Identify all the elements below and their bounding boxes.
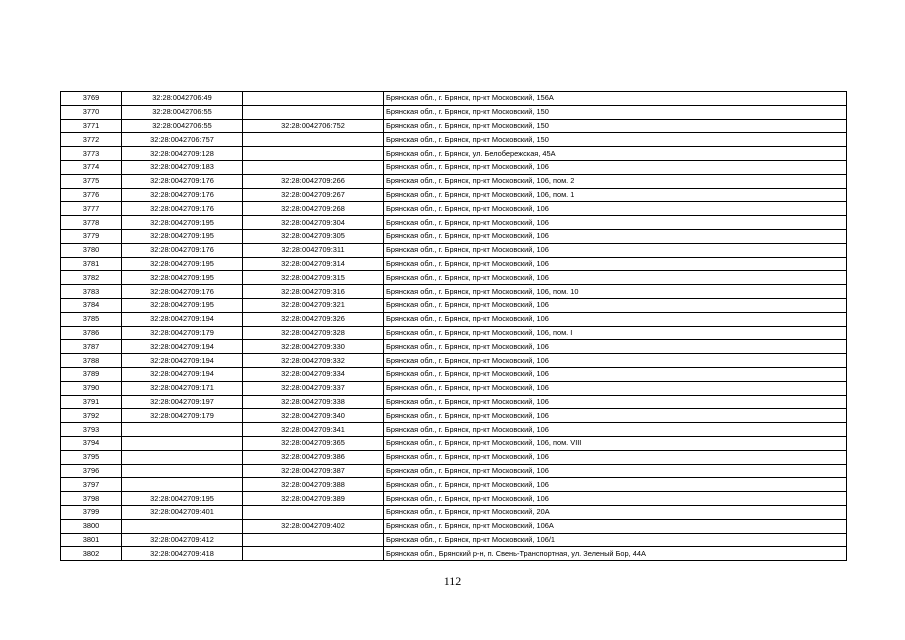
object-cadastral-number-cell: 32:28:0042709:266 xyxy=(243,174,384,188)
parcel-cadastral-number-cell: 32:28:0042709:176 xyxy=(122,174,243,188)
row-number-cell: 3790 xyxy=(61,381,122,395)
row-number-cell: 3786 xyxy=(61,326,122,340)
parcel-cadastral-number-cell: 32:28:0042706:55 xyxy=(122,105,243,119)
address-cell: Брянская обл., г. Брянск, пр-кт Московский, 106 xyxy=(384,340,847,354)
table-row xyxy=(61,160,847,174)
row-number-cell: 3781 xyxy=(61,257,122,271)
address-cell: Брянская обл., г. Брянск, пр-кт Московский, 106/1 xyxy=(384,533,847,547)
table-row xyxy=(61,326,847,340)
table-row xyxy=(61,450,847,464)
row-number-cell: 3785 xyxy=(61,312,122,326)
object-cadastral-number-cell: 32:28:0042709:315 xyxy=(243,271,384,285)
table-row xyxy=(61,533,847,547)
table-row xyxy=(61,436,847,450)
object-cadastral-number-cell: 32:28:0042709:316 xyxy=(243,285,384,299)
address-cell: Брянская обл., г. Брянск, пр-кт Московский, 106 xyxy=(384,381,847,395)
address-cell: Брянская обл., Брянский р-н, п. Свень-Транспортная, ул. Зеленый Бор, 44А xyxy=(384,547,847,561)
parcel-cadastral-number-cell: 32:28:0042709:194 xyxy=(122,367,243,381)
object-cadastral-number-cell: 32:28:0042709:334 xyxy=(243,367,384,381)
parcel-cadastral-number-cell: 32:28:0042709:176 xyxy=(122,243,243,257)
table-row xyxy=(61,464,847,478)
table-row xyxy=(61,243,847,257)
row-number-cell: 3802 xyxy=(61,547,122,561)
row-number-cell: 3800 xyxy=(61,519,122,533)
object-cadastral-number-cell xyxy=(243,547,384,561)
table-row xyxy=(61,519,847,533)
object-cadastral-number-cell xyxy=(243,533,384,547)
table-row xyxy=(61,229,847,243)
table-row xyxy=(61,478,847,492)
registry-table-body xyxy=(61,92,847,561)
object-cadastral-number-cell: 32:28:0042709:341 xyxy=(243,423,384,437)
parcel-cadastral-number-cell: 32:28:0042709:179 xyxy=(122,326,243,340)
parcel-cadastral-number-cell: 32:28:0042709:171 xyxy=(122,381,243,395)
table-row xyxy=(61,395,847,409)
table-row xyxy=(61,340,847,354)
table-row xyxy=(61,105,847,119)
address-cell: Брянская обл., г. Брянск, пр-кт Московский, 106 xyxy=(384,409,847,423)
object-cadastral-number-cell: 32:28:0042709:321 xyxy=(243,298,384,312)
table-row xyxy=(61,174,847,188)
parcel-cadastral-number-cell xyxy=(122,464,243,478)
table-row xyxy=(61,188,847,202)
object-cadastral-number-cell: 32:28:0042709:326 xyxy=(243,312,384,326)
table-row xyxy=(61,133,847,147)
parcel-cadastral-number-cell: 32:28:0042709:195 xyxy=(122,216,243,230)
parcel-cadastral-number-cell: 32:28:0042709:183 xyxy=(122,160,243,174)
parcel-cadastral-number-cell: 32:28:0042709:195 xyxy=(122,492,243,506)
object-cadastral-number-cell xyxy=(243,160,384,174)
parcel-cadastral-number-cell: 32:28:0042709:197 xyxy=(122,395,243,409)
object-cadastral-number-cell: 32:28:0042709:389 xyxy=(243,492,384,506)
parcel-cadastral-number-cell: 32:28:0042709:412 xyxy=(122,533,243,547)
row-number-cell: 3779 xyxy=(61,229,122,243)
page-number: 112 xyxy=(443,574,462,588)
table-row xyxy=(61,271,847,285)
table-row xyxy=(61,285,847,299)
address-cell: Брянская обл., г. Брянск, пр-кт Московский, 106 xyxy=(384,298,847,312)
table-row xyxy=(61,257,847,271)
address-cell: Брянская обл., г. Брянск, пр-кт Московский, 106 xyxy=(384,395,847,409)
parcel-cadastral-number-cell: 32:28:0042709:195 xyxy=(122,257,243,271)
address-cell: Брянская обл., г. Брянск, пр-кт Московский, 106 xyxy=(384,478,847,492)
object-cadastral-number-cell: 32:28:0042709:328 xyxy=(243,326,384,340)
row-number-cell: 3780 xyxy=(61,243,122,257)
parcel-cadastral-number-cell: 32:28:0042709:176 xyxy=(122,202,243,216)
row-number-cell: 3773 xyxy=(61,147,122,161)
row-number-cell: 3797 xyxy=(61,478,122,492)
object-cadastral-number-cell: 32:28:0042709:387 xyxy=(243,464,384,478)
table-row xyxy=(61,423,847,437)
address-cell: Брянская обл., г. Брянск, пр-кт Московский, 106, пом. 2 xyxy=(384,174,847,188)
parcel-cadastral-number-cell: 32:28:0042709:401 xyxy=(122,505,243,519)
address-cell: Брянская обл., г. Брянск, пр-кт Московский, 150 xyxy=(384,119,847,133)
row-number-cell: 3796 xyxy=(61,464,122,478)
object-cadastral-number-cell xyxy=(243,147,384,161)
address-cell: Брянская обл., г. Брянск, пр-кт Московский, 106, пом. VIII xyxy=(384,436,847,450)
address-cell: Брянская обл., г. Брянск, пр-кт Московский, 106 xyxy=(384,354,847,368)
row-number-cell: 3769 xyxy=(61,92,122,106)
row-number-cell: 3783 xyxy=(61,285,122,299)
address-cell: Брянская обл., г. Брянск, пр-кт Московский, 20А xyxy=(384,505,847,519)
address-cell: Брянская обл., г. Брянск, пр-кт Московский, 106 xyxy=(384,160,847,174)
object-cadastral-number-cell: 32:28:0042709:386 xyxy=(243,450,384,464)
row-number-cell: 3788 xyxy=(61,354,122,368)
table-row xyxy=(61,381,847,395)
object-cadastral-number-cell xyxy=(243,133,384,147)
address-cell: Брянская обл., г. Брянск, пр-кт Московский, 106, пом. 10 xyxy=(384,285,847,299)
object-cadastral-number-cell xyxy=(243,505,384,519)
parcel-cadastral-number-cell xyxy=(122,436,243,450)
object-cadastral-number-cell xyxy=(243,92,384,106)
object-cadastral-number-cell: 32:28:0042709:314 xyxy=(243,257,384,271)
row-number-cell: 3787 xyxy=(61,340,122,354)
object-cadastral-number-cell: 32:28:0042709:340 xyxy=(243,409,384,423)
row-number-cell: 3777 xyxy=(61,202,122,216)
row-number-cell: 3772 xyxy=(61,133,122,147)
address-cell: Брянская обл., г. Брянск, ул. Белобережская, 45А xyxy=(384,147,847,161)
address-cell: Брянская обл., г. Брянск, пр-кт Московский, 106 xyxy=(384,423,847,437)
table-row xyxy=(61,147,847,161)
parcel-cadastral-number-cell: 32:28:0042709:195 xyxy=(122,271,243,285)
address-cell: Брянская обл., г. Брянск, пр-кт Московский, 106 xyxy=(384,367,847,381)
row-number-cell: 3770 xyxy=(61,105,122,119)
row-number-cell: 3774 xyxy=(61,160,122,174)
address-cell: Брянская обл., г. Брянск, пр-кт Московский, 106А xyxy=(384,519,847,533)
object-cadastral-number-cell: 32:28:0042709:268 xyxy=(243,202,384,216)
address-cell: Брянская обл., г. Брянск, пр-кт Московский, 106 xyxy=(384,464,847,478)
address-cell: Брянская обл., г. Брянск, пр-кт Московский, 106 xyxy=(384,492,847,506)
parcel-cadastral-number-cell: 32:28:0042709:194 xyxy=(122,340,243,354)
object-cadastral-number-cell: 32:28:0042709:365 xyxy=(243,436,384,450)
row-number-cell: 3789 xyxy=(61,367,122,381)
parcel-cadastral-number-cell xyxy=(122,519,243,533)
table-row xyxy=(61,298,847,312)
table-row xyxy=(61,367,847,381)
parcel-cadastral-number-cell: 32:28:0042706:757 xyxy=(122,133,243,147)
address-cell: Брянская обл., г. Брянск, пр-кт Московский, 106 xyxy=(384,202,847,216)
address-cell: Брянская обл., г. Брянск, пр-кт Московский, 106, пом. I xyxy=(384,326,847,340)
object-cadastral-number-cell: 32:28:0042709:332 xyxy=(243,354,384,368)
parcel-cadastral-number-cell: 32:28:0042706:49 xyxy=(122,92,243,106)
address-cell: Брянская обл., г. Брянск, пр-кт Московский, 106 xyxy=(384,216,847,230)
parcel-cadastral-number-cell: 32:28:0042709:194 xyxy=(122,354,243,368)
parcel-cadastral-number-cell: 32:28:0042709:128 xyxy=(122,147,243,161)
parcel-cadastral-number-cell xyxy=(122,423,243,437)
address-cell: Брянская обл., г. Брянск, пр-кт Московский, 106 xyxy=(384,257,847,271)
object-cadastral-number-cell: 32:28:0042709:311 xyxy=(243,243,384,257)
row-number-cell: 3795 xyxy=(61,450,122,464)
address-cell: Брянская обл., г. Брянск, пр-кт Московский, 106, пом. 1 xyxy=(384,188,847,202)
parcel-cadastral-number-cell: 32:28:0042709:195 xyxy=(122,298,243,312)
object-cadastral-number-cell: 32:28:0042709:305 xyxy=(243,229,384,243)
parcel-cadastral-number-cell: 32:28:0042709:195 xyxy=(122,229,243,243)
table-row xyxy=(61,409,847,423)
table-row xyxy=(61,216,847,230)
row-number-cell: 3792 xyxy=(61,409,122,423)
row-number-cell: 3799 xyxy=(61,505,122,519)
row-number-cell: 3775 xyxy=(61,174,122,188)
address-cell: Брянская обл., г. Брянск, пр-кт Московский, 106 xyxy=(384,229,847,243)
object-cadastral-number-cell: 32:28:0042709:330 xyxy=(243,340,384,354)
row-number-cell: 3801 xyxy=(61,533,122,547)
row-number-cell: 3784 xyxy=(61,298,122,312)
parcel-cadastral-number-cell: 32:28:0042709:179 xyxy=(122,409,243,423)
parcel-cadastral-number-cell: 32:28:0042706:55 xyxy=(122,119,243,133)
table-row xyxy=(61,202,847,216)
object-cadastral-number-cell: 32:28:0042709:338 xyxy=(243,395,384,409)
table-row xyxy=(61,547,847,561)
table-row xyxy=(61,92,847,106)
row-number-cell: 3794 xyxy=(61,436,122,450)
registry-table xyxy=(60,91,847,561)
object-cadastral-number-cell: 32:28:0042706:752 xyxy=(243,119,384,133)
address-cell: Брянская обл., г. Брянск, пр-кт Московский, 156А xyxy=(384,92,847,106)
row-number-cell: 3782 xyxy=(61,271,122,285)
object-cadastral-number-cell xyxy=(243,105,384,119)
table-row xyxy=(61,505,847,519)
parcel-cadastral-number-cell xyxy=(122,450,243,464)
address-cell: Брянская обл., г. Брянск, пр-кт Московский, 106 xyxy=(384,271,847,285)
parcel-cadastral-number-cell: 32:28:0042709:176 xyxy=(122,188,243,202)
table-row xyxy=(61,119,847,133)
table-row xyxy=(61,312,847,326)
row-number-cell: 3771 xyxy=(61,119,122,133)
row-number-cell: 3798 xyxy=(61,492,122,506)
address-cell: Брянская обл., г. Брянск, пр-кт Московский, 106 xyxy=(384,450,847,464)
table-row xyxy=(61,354,847,368)
address-cell: Брянская обл., г. Брянск, пр-кт Московский, 106 xyxy=(384,243,847,257)
object-cadastral-number-cell: 32:28:0042709:402 xyxy=(243,519,384,533)
object-cadastral-number-cell: 32:28:0042709:388 xyxy=(243,478,384,492)
address-cell: Брянская обл., г. Брянск, пр-кт Московский, 150 xyxy=(384,133,847,147)
row-number-cell: 3793 xyxy=(61,423,122,437)
object-cadastral-number-cell: 32:28:0042709:304 xyxy=(243,216,384,230)
object-cadastral-number-cell: 32:28:0042709:337 xyxy=(243,381,384,395)
object-cadastral-number-cell: 32:28:0042709:267 xyxy=(243,188,384,202)
table-row xyxy=(61,492,847,506)
parcel-cadastral-number-cell: 32:28:0042709:176 xyxy=(122,285,243,299)
parcel-cadastral-number-cell: 32:28:0042709:418 xyxy=(122,547,243,561)
parcel-cadastral-number-cell xyxy=(122,478,243,492)
parcel-cadastral-number-cell: 32:28:0042709:194 xyxy=(122,312,243,326)
address-cell: Брянская обл., г. Брянск, пр-кт Московский, 150 xyxy=(384,105,847,119)
row-number-cell: 3791 xyxy=(61,395,122,409)
address-cell: Брянская обл., г. Брянск, пр-кт Московский, 106 xyxy=(384,312,847,326)
row-number-cell: 3776 xyxy=(61,188,122,202)
row-number-cell: 3778 xyxy=(61,216,122,230)
